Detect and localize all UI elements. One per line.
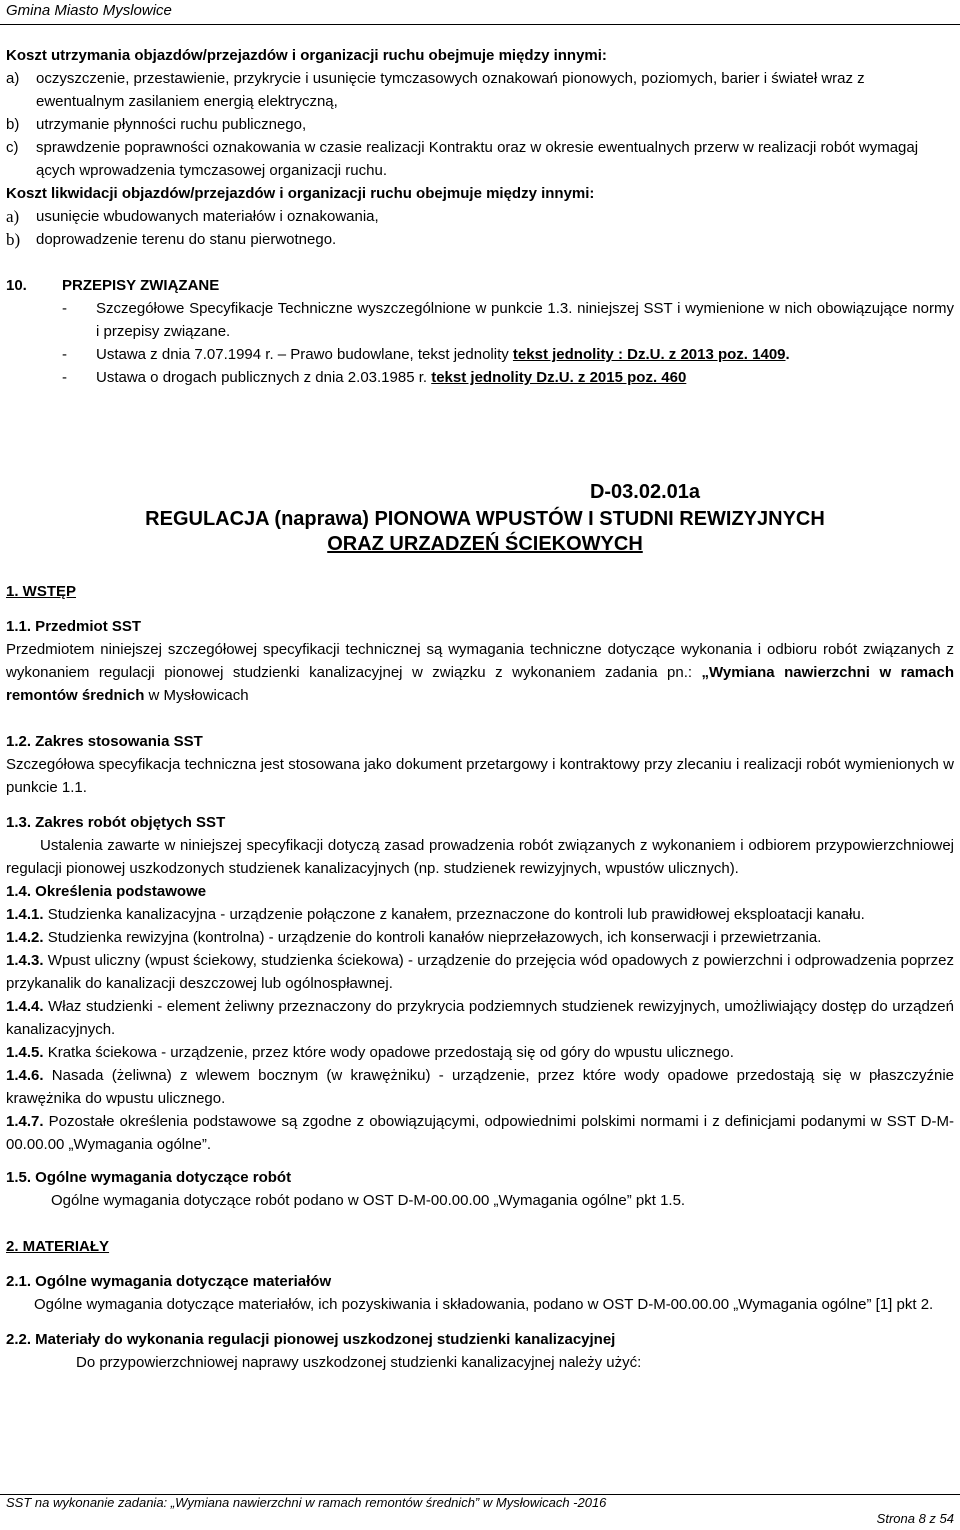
list-item: b) utrzymanie płynności ruchu publicznego, [6,116,307,133]
section-1-1-text: Przedmiotem niniejszej szczegółowej specyfikacji technicznej są wymagania techniczne dotyczące wykonania i odbioru robót związanych z wykonaniem regulacji pionowej studzienki kanalizacyjnej w związku z wykonaniem zadania pn.: „Wymiana nawierzchni w ramach remontów średnich w Mysłowicach [6,641,954,704]
page-header: Gmina Miasto Myslowice [6,2,172,19]
section-2-1-heading: 2.1. Ogólne wymagania dotyczące materiałów [6,1273,332,1290]
footer-document-title: SST na wykonanie zadania: „Wymiana nawierzchni w ramach remontów średnich” w Mysłowicach -2016 [6,1495,607,1510]
definition-item: 1.4.2. Studzienka rewizyjna (kontrolna) - urządzenie do kontroli kanałów nieprzełazowych, ich konserwacji i przewietrzania. [6,929,822,946]
spec-title: REGULACJA (naprawa) PIONOWA WPUSTÓW I STUDNI REWIZYJNYCH [145,508,825,530]
definition-item: 1.4.6. Nasada (żeliwna) z wlewem bocznym (w krawężniku) - urządzenie, przez które wody opadowe przedostają się w płaszczyźnie krawężnika do wpustu ulicznego. [6,1067,954,1107]
costs-heading-1: Koszt utrzymania objazdów/przejazdów i organizacji ruchu obejmuje między innymi: [6,47,607,64]
section-2-heading: 2. MATERIAŁY [6,1238,110,1255]
section-1-4-heading: 1.4. Określenia podstawowe [6,883,207,900]
definition-item: 1.4.1. Studzienka kanalizacyjna - urządzenie połączone z kanałem, przeznaczone do kontroli lub prawidłowej eksploatacji kanału. [6,906,865,923]
section-1-5-text: Ogólne wymagania dotyczące robót podano w OST D-M-00.00.00 „Wymagania ogólne” pkt 1.5. [51,1192,686,1209]
section-10-heading: 10. PRZEPISY ZWIĄZANE [6,277,220,294]
law-reference-link: tekst jednolity : Dz.U. z 2013 poz. 1409 [512,346,786,363]
section-2-2-heading: 2.2. Materiały do wykonania regulacji pionowej uszkodzonej studzienki kanalizacyjnej [6,1331,616,1348]
section-1-1-heading: 1.1. Przedmiot SST [6,618,142,635]
section-1-5-heading: 1.5. Ogólne wymagania dotyczące robót [6,1169,292,1186]
list-item: - Szczegółowe Specyfikacje Techniczne wyszczególnione w punkcie 1.3. niniejszej SST i wymienione w nich obowiązujące normy i przepisy związane. [62,300,954,340]
header-rule [0,24,960,25]
list-item: b) doprowadzenie terenu do stanu pierwotnego. [6,230,337,249]
document-body [6,44,954,1374]
definition-item: 1.4.4. Właz studzienki - element żeliwny przeznaczony do przykrycia podziemnych studzienek rewizyjnych, umożliwiający dostęp do urządzeń kanalizacyjnych. [6,998,954,1038]
section-2-2-text: Do przypowierzchniowej naprawy uszkodzonej studzienki kanalizacyjnej należy użyć: [76,1354,642,1371]
definition-item: 1.4.5. Kratka ściekowa - urządzenie, przez które wody opadowe przedostają się od góry do wpustu ulicznego. [6,1044,734,1061]
section-1-3-heading: 1.3. Zakres robót objętych SST [6,814,226,831]
costs-heading-2: Koszt likwidacji objazdów/przejazdów i organizacji ruchu obejmuje między innymi: [6,185,595,202]
section-1-3-text: Ustalenia zawarte w niniejszej specyfikacji dotyczą zasad prowadzenia robót związanych z wykonaniem i odbiorem przypowierzchniowej regulacji pionowej uszkodzonych studzienek kanalizacyjnych (np. studzienek rewizyjnych, wpustów ulicznych). [6,837,954,877]
page-number: Strona 8 z 54 [876,1511,954,1526]
section-2-1-text: Ogólne wymagania dotyczące materiałów, ich pozyskiwania i składowania, podano w OST D-M-00.00.00 „Wymagania ogólne” [1] pkt 2. [34,1296,934,1313]
spec-subtitle: ORAZ URZADZEŃ ŚCIEKOWYCH [327,533,643,555]
section-1-heading: 1. WSTĘP [6,583,77,600]
law-reference-link: tekst jednolity Dz.U. z 2015 poz. 460 [431,369,687,386]
list-item: a) oczyszczenie, przestawienie, przykrycie i usunięcie tymczasowych oznakowań pionowych, poziomych, barier i świateł wraz z ewentualnym zasilaniem energią elektryczną, [6,70,865,110]
definition-item: 1.4.7. Pozostałe określenia podstawowe są zgodne z obowiązującymi, odpowiednimi polskimi normami i z definicjami podanymi w SST D-M-00.00.00 „Wymagania ogólne”. [6,1113,954,1153]
section-1-2-text: Szczegółowa specyfikacja techniczna jest stosowana jako dokument przetargowy i kontraktowy przy zlecaniu i realizacji robót wymienionych w punkcie 1.1. [6,756,954,796]
list-item: c) sprawdzenie poprawności oznakowania w czasie realizacji Kontraktu oraz w okresie ewentualnych przerw w realizacji robót wymagaj ących wprowadzenia tymczasowej organizacji ruchu. [6,139,919,179]
list-item: a) usunięcie wbudowanych materiałów i oznakowania, [6,207,379,226]
list-item: - Ustawa o drogach publicznych z dnia 2.03.1985 r. tekst jednolity Dz.U. z 2015 poz. 460 [62,369,687,386]
spec-code: D-03.02.01a [589,481,701,503]
list-item: - Ustawa z dnia 7.07.1994 r. – Prawo budowlane, tekst jednolity tekst jednolity : Dz.U. z 2013 poz. 1409. [62,346,790,363]
definition-item: 1.4.3. Wpust uliczny (wpust ściekowy, studzienka ściekowa) - urządzenie do przejęcia wód opadowych z powierzchni i odprowadzenia poprzez przykanalik do kanalizacji deszczowej lub ogólnospławnej. [6,952,955,992]
section-1-2-heading: 1.2. Zakres stosowania SST [6,733,203,750]
